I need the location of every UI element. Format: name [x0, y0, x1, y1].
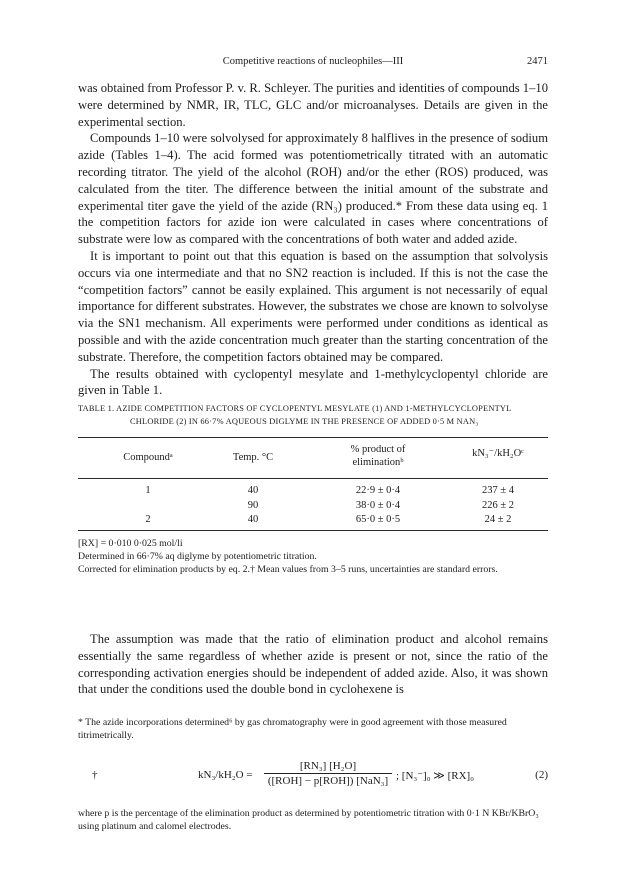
table-row — [78, 485, 548, 500]
cell-temp: 40 — [247, 514, 259, 525]
cell-product: 22·9 ± 0·4 — [355, 485, 401, 496]
table-footnote-b — [78, 551, 548, 564]
running-title: Competitive reactions of nucleophiles—III — [222, 56, 404, 67]
equation-numerator: [RN₃] [H₂O] — [264, 760, 392, 774]
cell-product: 65·0 ± 0·5 — [355, 514, 401, 525]
table-caption-line-1: TABLE 1. AZIDE COMPETITION FACTORS OF CYCLOPENTYL MESYLATE (1) AND 1-METHYLCYCLOPENTYL — [78, 404, 512, 413]
table-footnote-a — [78, 538, 548, 551]
equation-fraction — [264, 760, 392, 787]
table-caption-line-2: CHLORIDE (2) IN 66·7% AQUEOUS DIGLYME IN THE PRESENCE OF ADDED 0·5 M NAN₃ — [130, 417, 479, 426]
cell-ratio: 237 ± 4 — [481, 485, 514, 496]
cell-ratio: 226 ± 2 — [481, 499, 514, 511]
page-number: 2471 — [527, 56, 548, 67]
table-header-rule — [78, 478, 548, 479]
table-footnote-c — [78, 564, 548, 577]
paragraph-5: The assumption was made that the ratio of elimination product and alcohol remains essentially the same regardless of whether azide is present or not, since the ratio of the corresponding activation energies should be independent of added azide. Also, it was shown that under the conditions used the double bond in cyclohexene is — [78, 632, 548, 697]
equation-2 — [78, 760, 548, 790]
footnote-star — [78, 717, 548, 742]
table-caption — [78, 402, 548, 428]
table-top-rule — [78, 437, 548, 438]
header-product-1: % product of — [350, 444, 406, 455]
header-product-2: eliminationᵇ — [352, 457, 404, 468]
cell-compound: 2 — [145, 514, 151, 525]
cell-temp: 40 — [247, 485, 259, 496]
header-temp: Temp. °C — [232, 452, 274, 463]
paragraph-1: was obtained from Professor P. v. R. Schleyer. The purities and identities of compounds 1–10 were determined by NMR, IR, TLC, GLC and/or microanalyses. Details are given in the experimental section. — [78, 81, 548, 129]
equation-number: (2) — [535, 769, 548, 781]
dagger-mark: † — [92, 769, 98, 781]
equation-lhs: kN₃/kH₂O = — [198, 769, 253, 781]
paragraph-3: It is important to point out that this equation is based on the assumption that solvolysis occurs via one intermediate and that no SN2 reaction is included. If this is not the case the “competition factors” cannot be easily explained. This argument is not necessarily of equal importance for different substrates. However, the substrates we chose are known to solvolyse via the SN1 mechanism. All experiments were performed under conditions as identical as possible and with the azide concentration much greater than the starting concentration of the substrate. Therefore, the competition factors obtained may be compared. — [78, 248, 548, 364]
table-body — [78, 485, 548, 529]
table-bottom-rule — [78, 530, 548, 531]
equation-denominator: ([ROH] − p[ROH]) [NaN₃] — [267, 775, 389, 787]
cell-ratio: 24 ± 2 — [484, 514, 512, 525]
page-header — [78, 56, 548, 70]
footnote-where — [78, 808, 548, 833]
cell-product: 38·0 ± 0·4 — [355, 499, 401, 511]
cell-compound: 1 — [145, 485, 151, 496]
table-footnote-c-text: Corrected for elimination products by eq. 2.† Mean values from 3–5 runs, uncertainties are standard errors. — [78, 564, 498, 575]
equation-condition: ; [N₃⁻]₀ ≫ [RX]₀ — [396, 770, 475, 782]
footnote-where-text: where p is the percentage of the elimination product as determined by potentiometric titration with 0·1 N KBr/KBrO₃ using platinum and calomel electrodes. — [78, 808, 539, 832]
table-header — [78, 444, 548, 474]
body-text-lower — [78, 631, 548, 698]
table-row — [78, 514, 548, 529]
table-footnote-a-text: [RX] = 0·010 0·025 mol/li — [78, 538, 183, 549]
cell-temp: 90 — [247, 499, 259, 511]
paragraph-2: Compounds 1–10 were solvolysed for approximately 8 halflives in the presence of sodium azide (Tables 1–4). The acid formed was potentiometrically titrated with an automatic recording titrator. The yield of the alcohol (ROH) and/or the ether (ROS) produced, was calculated from the titer. The difference between the initial amount of the substrate and experimental titer gave the yield of the azide (RN₃) produced.* From these data using eq. 1 the competition factors for azide ion were calculated in cases where concentrations of substrate were low as compared with the concentrations of both water and added azide. — [78, 131, 548, 247]
header-compound: Compoundᵃ — [123, 452, 173, 463]
footnote-star-text: * The azide incorporations determined⁶ by gas chromatography were in good agreement with those measured titrimetrically. — [78, 717, 507, 741]
header-ratio: kN₃⁻/kH₂Oᶜ — [472, 448, 524, 459]
body-text-upper — [78, 80, 548, 399]
table-row — [78, 500, 548, 515]
table-footnote-b-text: Determined in 66·7% aq diglyme by potentiometric titration. — [78, 551, 317, 562]
paragraph-4: The results obtained with cyclopentyl mesylate and 1-methylcyclopentyl chloride are given in Table 1. — [78, 366, 548, 398]
